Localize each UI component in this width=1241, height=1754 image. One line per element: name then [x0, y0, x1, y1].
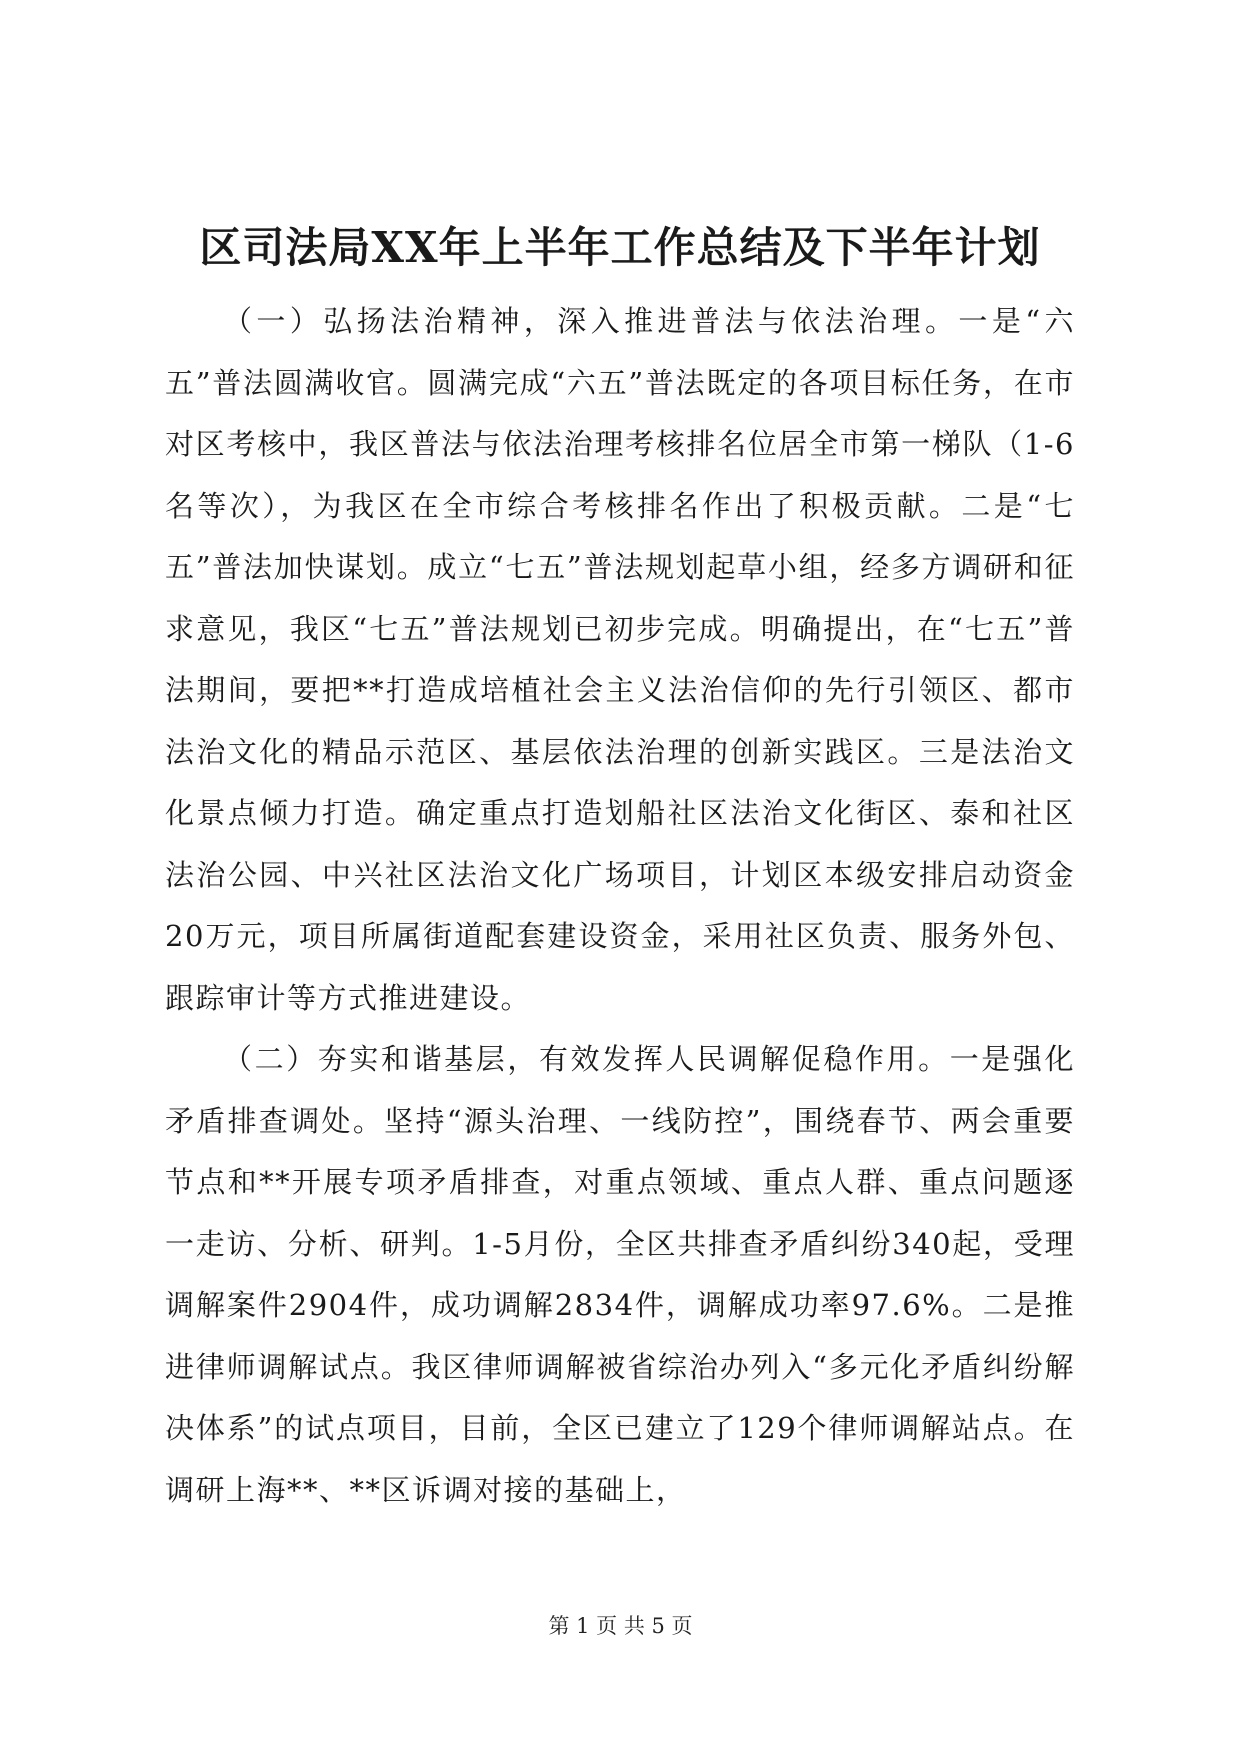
paragraph-1: （一）弘扬法治精神，深入推进普法与依法治理。一是“六五”普法圆满收官。圆满完成“六五”普法既定的各项目标任务，在市对区考核中，我区普法与依法治理考核排名位居全市第一梯队（1-6名等次），为我区在全市综合考核排名作出了积极贡献。二是“七五”普法加快谋划。成立“七五”普法规划起草小组，经多方调研和征求意见，我区“七五”普法规划已初步完成。明确提出，在“七五”普法期间，要把**打造成培植社会主义法治信仰的先行引领区、都市法治文化的精品示范区、基层依法治理的创新实践区。三是法治文化景点倾力打造。确定重点打造划船社区法治文化街区、泰和社区法治公园、中兴社区法治文化广场项目，计划区本级安排启动资金20万元，项目所属街道配套建设资金，采用社区负责、服务外包、跟踪审计等方式推进建设。 — [165, 304, 1075, 1015]
document-title: 区司法局XX年上半年工作总结及下半年计划 — [199, 223, 1041, 272]
document-body — [165, 291, 1075, 1521]
paragraph-2: （二）夯实和谐基层，有效发挥人民调解促稳作用。一是强化矛盾排查调处。坚持“源头治理、一线防控”，围绕春节、两会重要节点和**开展专项矛盾排查，对重点领域、重点人群、重点问题逐一走访、分析、研判。1-5月份，全区共排查矛盾纠纷340起，受理调解案件2904件，成功调解2834件，调解成功率97.6%。二是推进律师调解试点。我区律师调解被省综治办列入“多元化矛盾纠纷解决体系”的试点项目，目前，全区已建立了129个律师调解站点。在调研上海**、**区诉调对接的基础上， — [165, 1042, 1075, 1507]
page-number-footer: 第 1 页 共 5 页 — [548, 1614, 693, 1638]
